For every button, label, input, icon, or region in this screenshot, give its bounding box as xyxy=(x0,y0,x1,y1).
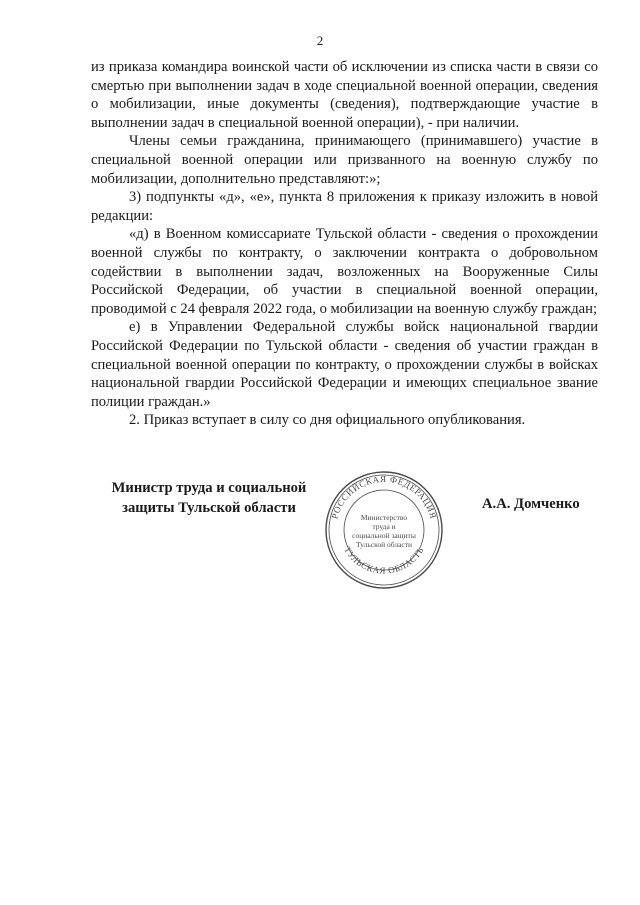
seal-ring-top-text: РОССИЙСКАЯ ФЕДЕРАЦИЯ xyxy=(329,473,439,521)
document-body xyxy=(91,58,598,430)
official-seal-icon xyxy=(322,468,446,592)
signatory-name: А.А. Домченко xyxy=(482,496,580,512)
seal-ring-bottom-text: ТУЛЬСКАЯ ОБЛАСТЬ xyxy=(342,545,426,576)
seal-center-line-2: труда и xyxy=(372,522,396,531)
page-number: 2 xyxy=(316,33,324,48)
paragraph-4: «д) в Военном комиссариате Тульской области - сведения о прохождении военной службы по контракту, о заключении контракта о добровольном содействии в выполнении задач, возложенных на Вооруженные Силы Российской Федерации, об участии в специальной военной операции, проводимой с 24 февраля 2022 года, о мобилизации на военную службу граждан; xyxy=(91,226,598,317)
paragraph-5: е) в Управлении Федеральной службы войск национальной гвардии Российской Федерации по Тульской области - сведения об участии граждан в специальной военной операции по контракту, о прохождении службы в войсках национальной гвардии Российской Федерации и имеющих специальное звание полиции граждан.» xyxy=(91,319,598,410)
paragraph-6: 2. Приказ вступает в силу со дня официального опубликования. xyxy=(129,412,526,429)
paragraph-2: Члены семьи гражданина, принимающего (принимавшего) участие в специальной военной операции или призванного на военную службу по мобилизации, дополнительно представляют:»; xyxy=(91,133,598,187)
seal-center-line-4: Тульской области xyxy=(355,540,413,549)
signatory-title-line-1: Министр труда и социальной xyxy=(111,480,307,496)
seal-center-line-3: социальной защиты xyxy=(352,531,416,540)
paragraph-1: из приказа командира воинской части об исключении из списка части в связи со смертью при выполнении задач в ходе специальной военной операции, сведения о мобилизации, иные документы (сведения), подтверждающие участие в выполнении задач в специальной военной операции), - при наличии. xyxy=(91,59,598,131)
paragraph-3: 3) подпункты «д», «е», пункта 8 приложения к приказу изложить в новой редакции: xyxy=(91,189,598,224)
signatory-title-line-2: защиты Тульской области xyxy=(122,500,296,516)
seal-center-line-1: Министерство xyxy=(360,513,408,522)
signatory-title xyxy=(100,478,318,518)
